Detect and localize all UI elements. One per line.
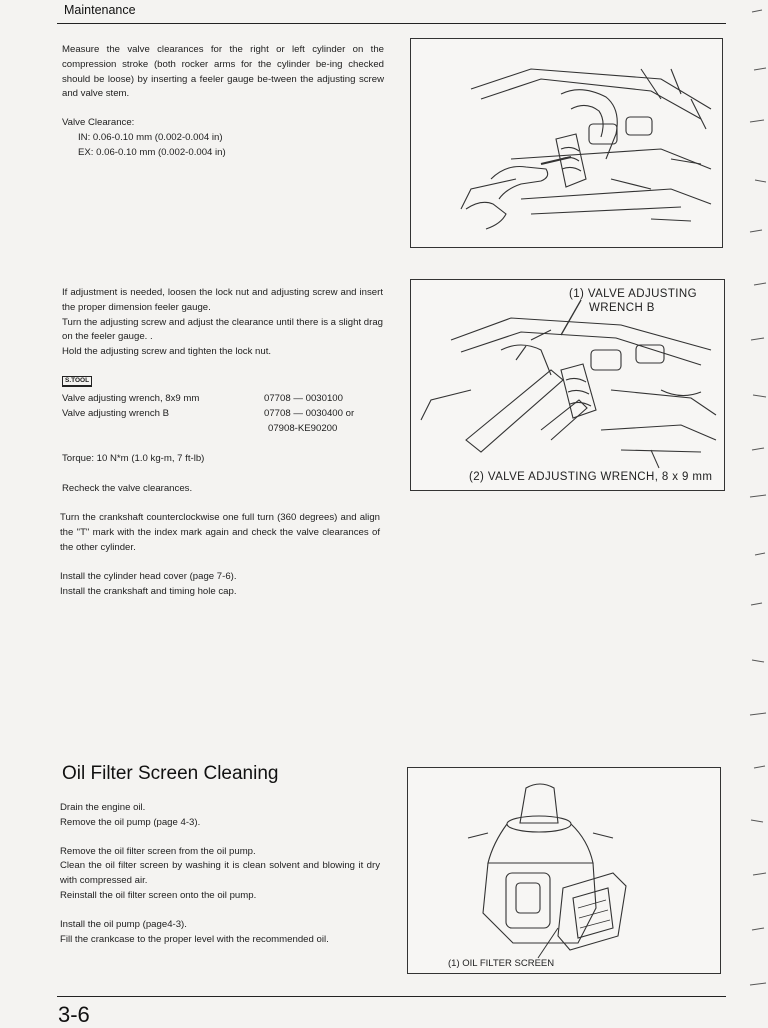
tool-name-wrench-8x9: Valve adjusting wrench, 8x9 mm xyxy=(62,393,200,404)
callout-oil-filter-screen: (1) OIL FILTER SCREEN xyxy=(448,958,555,969)
adjustment-step-turn: Turn the adjusting screw and adjust the clearance until there is a slight drag on the feeler gauge. . xyxy=(62,316,383,343)
tool-part-wrench-b: 07708 — 0030400 or xyxy=(264,407,355,419)
figure-feeler-gauge xyxy=(410,38,723,248)
figure-oil-filter xyxy=(407,767,721,974)
tool-names xyxy=(62,392,262,422)
cylinder-head-illustration xyxy=(411,39,722,247)
footer-rule xyxy=(57,996,726,997)
special-tool-tag: S.TOOL xyxy=(62,376,92,387)
callout-wrench-b-line2: WRENCH B xyxy=(589,302,655,314)
scan-edge-marks xyxy=(746,0,768,1024)
tool-name-wrench-b: Valve adjusting wrench B xyxy=(62,407,170,419)
oil-filter-step-drain: Drain the engine oil. xyxy=(60,802,146,813)
recheck-text: Recheck the valve clearances. xyxy=(62,483,193,494)
install-text xyxy=(60,570,380,600)
crankshaft-turn-text: Turn the crankshaft counterclockwise one full turn (360 degrees) and align the "T" mark with the index mark again and check the valve clearances of the other cylinder. xyxy=(60,512,380,553)
adjustment-step-hold: Hold the adjusting screw and tighten the lock nut. xyxy=(62,346,272,358)
oil-filter-step-remove-pump: Remove the oil pump (page 4-3). xyxy=(60,816,201,828)
oil-filter-step-fill: Fill the crankcase to the proper level with the recommended oil. xyxy=(60,933,329,945)
valve-adjust-illustration xyxy=(411,280,724,490)
tool-parts xyxy=(264,392,394,436)
oil-pump-illustration xyxy=(408,768,720,973)
oil-filter-step-reinstall: Reinstall the oil filter screen onto the oil pump. xyxy=(60,889,257,901)
callout-wrench-b-line1: (1) VALVE ADJUSTING xyxy=(569,288,697,300)
page-number: 3-6 xyxy=(58,1002,90,1027)
tool-part-alternate: 07908-KE90200 xyxy=(268,422,338,434)
install-head-cover: Install the cylinder head cover (page 7-6). xyxy=(60,571,237,582)
oil-filter-step-clean: Clean the oil filter screen by washing it is clean solvent and blowing it dry with compressed air. xyxy=(60,860,380,887)
valve-check-text xyxy=(62,43,384,161)
adjustment-step-loosen: If adjustment is needed, loosen the lock nut and adjusting screw and insert the proper dimension feeler gauge. xyxy=(62,287,383,313)
torque-spec: Torque: 10 N*m (1.0 kg-m, 7 ft-lb) xyxy=(62,453,205,464)
oil-filter-text xyxy=(60,801,380,947)
tool-part-wrench-8x9: 07708 — 0030100 xyxy=(264,393,343,404)
valve-clearance-ex: EX: 0.06-0.10 mm (0.002-0.004 in) xyxy=(78,146,226,158)
callout-wrench-8x9: (2) VALVE ADJUSTING WRENCH, 8 x 9 mm xyxy=(469,471,713,483)
valve-clearance-in: IN: 0.06-0.10 mm (0.002-0.004 in) xyxy=(78,131,223,143)
figure-valve-adjustment xyxy=(410,279,725,491)
valve-check-intro: Measure the valve clearances for the right or left cylinder on the compression stroke (both rocker arms for the cylinder be-ing checked should be loose) by inserting a feeler gauge be-tween the adjusting screw and valve stem. xyxy=(62,44,384,100)
section-header: Maintenance xyxy=(64,3,136,17)
valve-clearance-title: Valve Clearance: xyxy=(62,117,135,129)
install-timing-cap: Install the crankshaft and timing hole cap. xyxy=(60,585,237,597)
adjustment-text xyxy=(62,286,383,360)
oil-filter-step-remove-screen: Remove the oil filter screen from the oil pump. xyxy=(60,845,256,857)
oil-filter-step-install-pump: Install the oil pump (page4-3). xyxy=(60,918,187,930)
oil-filter-title: Oil Filter Screen Cleaning xyxy=(62,763,279,784)
header-rule xyxy=(57,23,726,24)
